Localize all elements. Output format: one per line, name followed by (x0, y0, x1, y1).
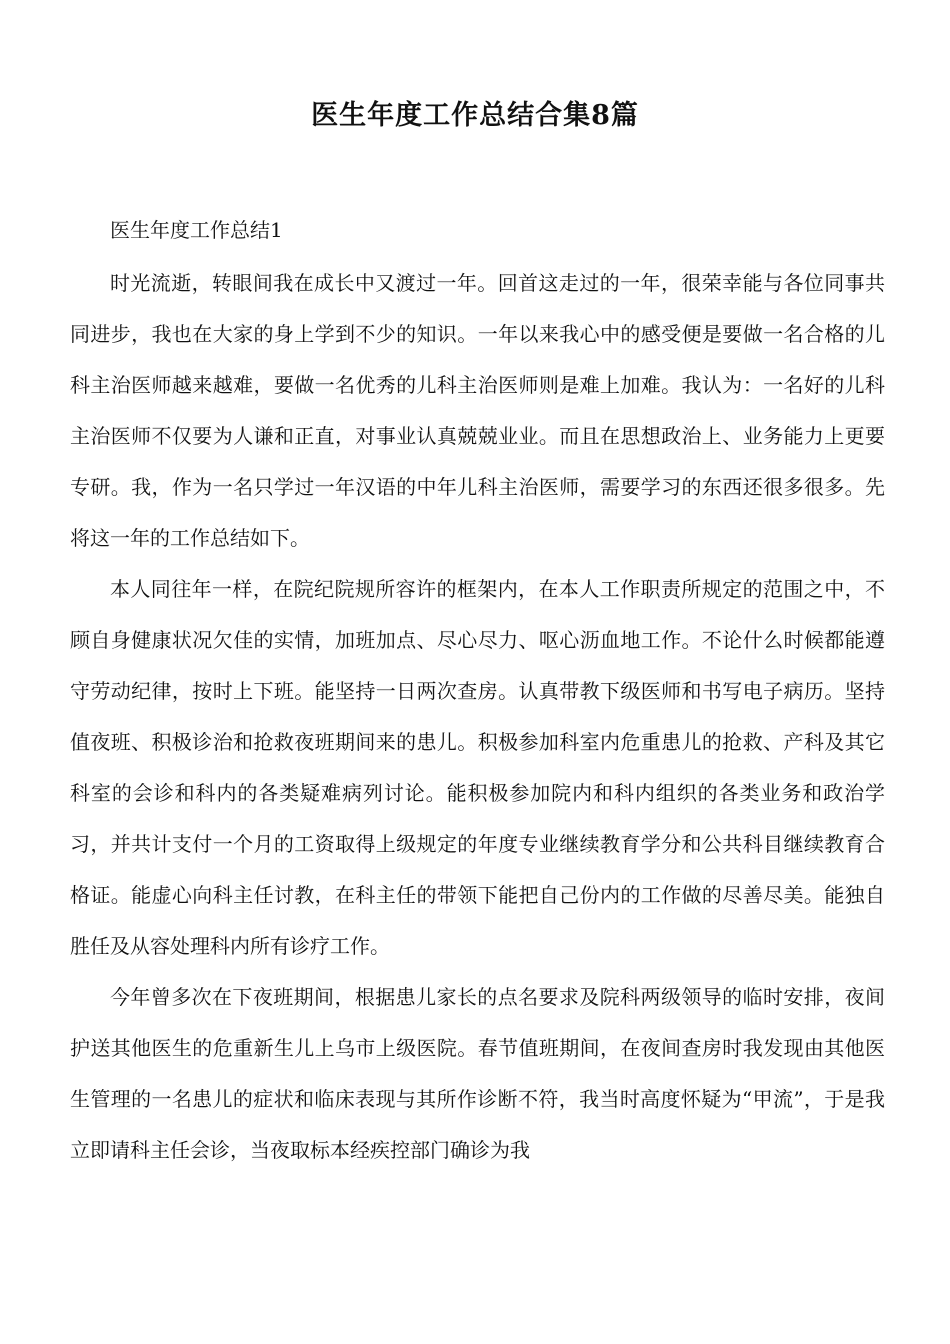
paragraph: 今年曾多次在下夜班期间，根据患儿家长的点名要求及院科两级领导的临时安排，夜间护送其他医生的危重新生儿上乌市上级医院。春节值班期间，在夜间查房时我发现由其他医生管理的一名患儿的症状和临床表现与其所作诊断不符，我当时高度怀疑为“甲流”，于是我立即请科主任会诊，当夜取标本经疾控部门确诊为我 (70, 985, 885, 1162)
document-body (70, 205, 885, 1176)
paragraph: 时光流逝，转眼间我在成长中又渡过一年。回首这走过的一年，很荣幸能与各位同事共同进步，我也在大家的身上学到不少的知识。一年以来我心中的感受便是要做一名合格的儿科主治医师越来越难，要做一名优秀的儿科主治医师则是难上加难。我认为：一名好的儿科主治医师不仅要为人谦和正直，对事业认真兢兢业业。而且在思想政治上、业务能力上更要专研。我，作为一名只学过一年汉语的中年儿科主治医师，需要学习的东西还很多很多。先将这一年的工作总结如下。 (70, 271, 885, 550)
paragraph: 本人同往年一样，在院纪院规所容许的框架内，在本人工作职责所规定的范围之中，不顾自身健康状况欠佳的实情，加班加点、尽心尽力、呕心沥血地工作。不论什么时候都能遵守劳动纪律，按时上下班。能坚持一日两次查房。认真带教下级医师和书写电子病历。坚持值夜班、积极诊治和抢救夜班期间来的患儿。积极参加科室内危重患儿的抢救、产科及其它科室的会诊和科内的各类疑难病列讨论。能积极参加院内和科内组织的各类业务和政治学习，并共计支付一个月的工资取得上级规定的年度专业继续教育学分和公共科目继续教育合格证。能虚心向科主任讨教，在科主任的带领下能把自己份内的工作做的尽善尽美。能独自胜任及从容处理科内所有诊疗工作。 (70, 577, 885, 958)
document-title: 医生年度工作总结合集8篇 (311, 100, 639, 131)
section-heading: 医生年度工作总结1 (110, 218, 283, 242)
